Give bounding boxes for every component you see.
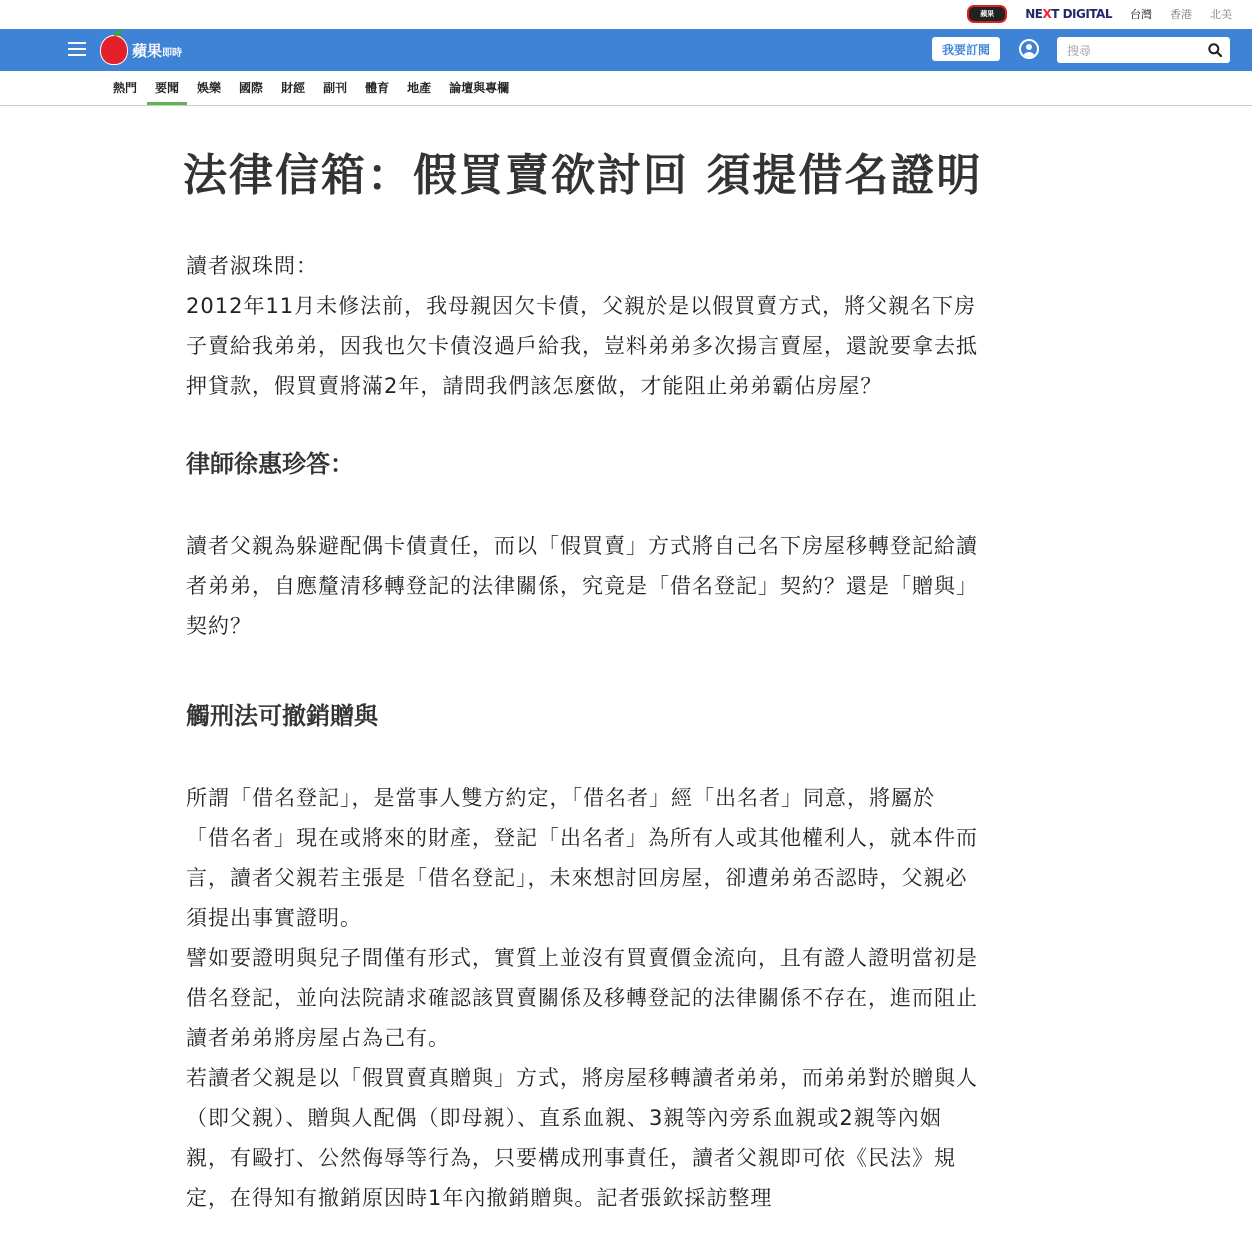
next-digital-logo[interactable]	[1025, 7, 1112, 21]
logo-text	[132, 40, 182, 61]
nav-item-property[interactable]: 地產	[407, 81, 432, 95]
paragraph-line: 讀者弟弟將房屋占為己有。	[186, 1026, 450, 1050]
next-digital-x: X	[1042, 7, 1052, 21]
question-line: 子賣給我弟弟，因我也欠卡債沒過戶給我，豈料弟弟多次揚言賣屋，還說要拿去抵	[186, 334, 978, 358]
search-icon[interactable]	[1208, 43, 1222, 57]
nav-item-hot[interactable]: 熱門	[113, 81, 138, 95]
paragraph-line: 親，有毆打、公然侮辱等行為，只要構成刑事責任，讀者父親即可依《民法》規	[186, 1146, 956, 1170]
section-subhead: 觸刑法可撤銷贈與	[186, 702, 378, 730]
question-block	[186, 246, 1066, 406]
apple-logo-icon	[100, 35, 128, 65]
answer-label: 律師徐惠珍答：	[186, 450, 354, 478]
logo-main-text: 蘋果	[132, 41, 163, 60]
subhead-block	[186, 696, 1066, 736]
region-north-america[interactable]: 北美	[1210, 8, 1232, 21]
paragraph-line: 「借名者」現在或將來的財產，登記「出名者」為所有人或其他權利人，就本件而	[186, 826, 978, 850]
question-label: 讀者淑珠問：	[186, 254, 318, 278]
region-hongkong[interactable]: 香港	[1170, 8, 1192, 21]
site-logo[interactable]	[100, 32, 182, 68]
nav-item-headlines[interactable]: 要聞	[155, 71, 179, 103]
apple-daily-badge[interactable]: 蘋果	[967, 5, 1007, 23]
user-icon[interactable]	[1019, 39, 1039, 59]
nav-item-international[interactable]: 國際	[239, 81, 264, 95]
region-taiwan[interactable]: 台灣	[1130, 8, 1152, 21]
answer-line: 者弟弟，自應釐清移轉登記的法律關係，究竟是「借名登記」契約？還是「贈與」	[186, 574, 978, 598]
body-block	[186, 778, 1066, 1218]
subscribe-button[interactable]: 我要訂閱	[932, 37, 1000, 61]
paragraph-line: 須提出事實證明。	[186, 906, 362, 930]
paragraph-line: 譬如要證明與兒子間僅有形式，實質上並沒有買賣價金流向，且有證人證明當初是	[186, 946, 978, 970]
hamburger-menu-icon[interactable]	[68, 42, 86, 56]
paragraph-line: 所謂「借名登記」，是當事人雙方約定，「借名者」經「出名者」同意，將屬於	[186, 786, 935, 810]
utility-links	[967, 4, 1232, 24]
question-line: 押貸款，假買賣將滿2年，請問我們該怎麼做，才能阻止弟弟霸佔房屋？	[186, 374, 883, 398]
nav-item-entertainment[interactable]: 娛樂	[197, 81, 222, 95]
nav-item-finance[interactable]: 財經	[281, 81, 306, 95]
answer-line: 讀者父親為躲避配偶卡債責任，而以「假買賣」方式將自己名下房屋移轉登記給讀	[186, 534, 978, 558]
article-headline: 法律信箱：假買賣欲討回 須提借名證明	[183, 150, 983, 201]
paragraph-line: 借名登記，並向法院請求確認該買賣關係及移轉登記的法律關係不存在，進而阻止	[186, 986, 978, 1010]
main-header	[0, 29, 1252, 71]
nav-item-sports[interactable]: 體育	[365, 81, 390, 95]
nav-item-supplement[interactable]: 副刊	[323, 81, 348, 95]
logo-sub-text: 即時	[162, 47, 183, 59]
answer-line: 契約？	[186, 614, 252, 638]
paragraph-line: （即父親）、贈與人配偶（即母親）、直系血親、3親等內旁系血親或2親等內姻	[186, 1106, 942, 1130]
paragraph-line: 定，在得知有撤銷原因時1年內撤銷贈與。記者張欽採訪整理	[186, 1186, 773, 1210]
category-nav	[0, 71, 1252, 106]
paragraph-line: 若讀者父親是以「假買賣真贈與」方式，將房屋移轉讀者弟弟，而弟弟對於贈與人	[186, 1066, 978, 1090]
nav-item-forum-columns[interactable]: 論壇與專欄	[449, 81, 510, 95]
next-digital-suffix: T DIGITAL	[1051, 7, 1112, 21]
next-digital-prefix: NE	[1025, 7, 1043, 21]
question-line: 2012年11月未修法前，我母親因欠卡債，父親於是以假買賣方式，將父親名下房	[186, 294, 977, 318]
search-input[interactable]	[1065, 41, 1199, 61]
answer-block	[186, 526, 1066, 646]
paragraph-line: 言，讀者父親若主張是「借名登記」，未來想討回房屋，卻遭弟弟否認時，父親必	[186, 866, 968, 890]
top-utility-bar	[0, 0, 1252, 29]
nav-items	[113, 71, 509, 105]
search-box	[1057, 37, 1230, 63]
answer-label-block	[186, 444, 1066, 484]
